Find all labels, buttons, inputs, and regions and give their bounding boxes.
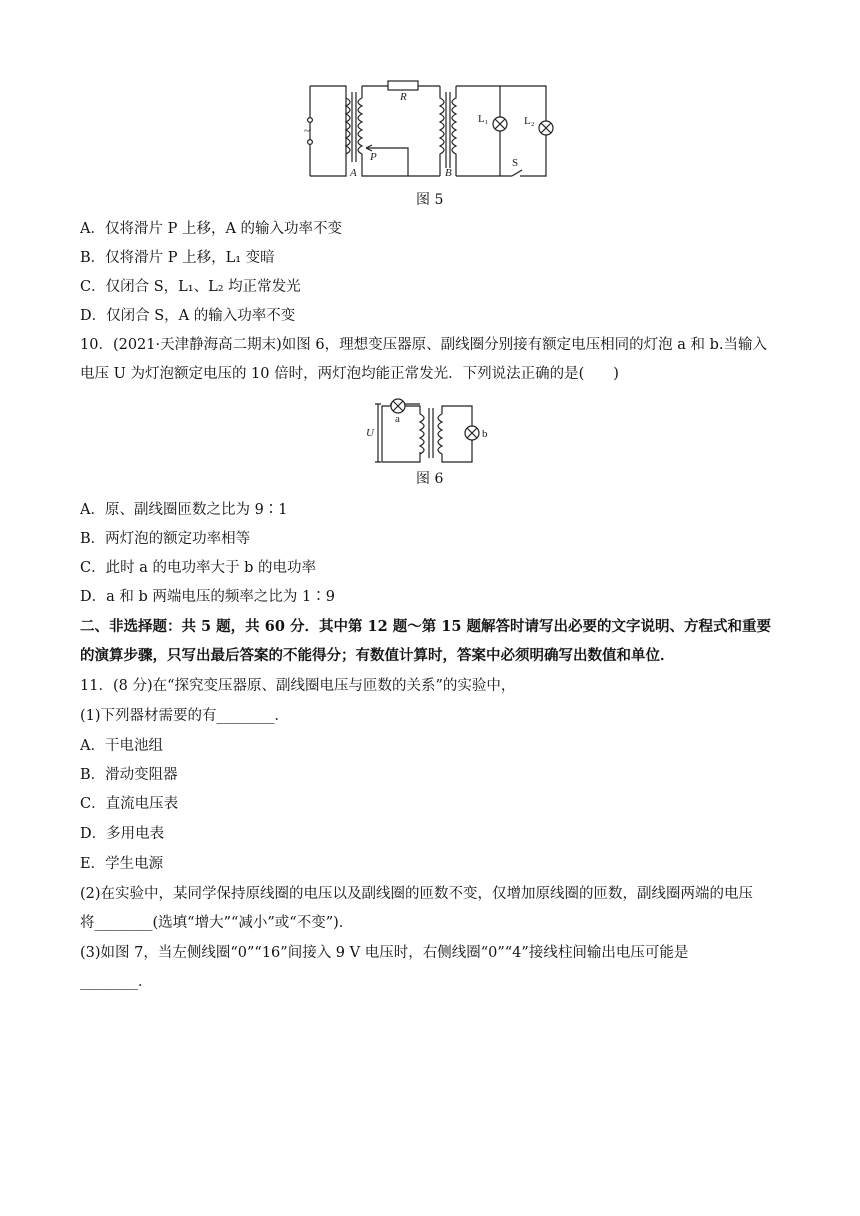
- label-a: a: [395, 413, 400, 425]
- section2-heading-line1: 二、非选择题：共 5 题，共 60 分．其中第 12 题～第 15 题解答时请写出必要的文字说明、方程式和重要: [80, 618, 772, 635]
- q11-part1-option-b: B．滑动变阻器: [80, 767, 178, 783]
- label-B: B: [445, 167, 452, 179]
- q11-part3-line1: (3)如图 7，当左侧线圈“0”“16”间接入 9 V 电压时，右侧线圈“0”“4”接线柱间输出电压可能是: [80, 945, 689, 961]
- figure-5-circuit: [0, 70, 860, 270]
- label-R: R: [400, 91, 407, 103]
- ac-source-symbol: ~: [304, 125, 310, 137]
- q10-option-c: C．此时 a 的电功率大于 b 的电功率: [80, 560, 316, 576]
- q11-part1-option-c: C．直流电压表: [80, 796, 179, 812]
- figure-6-caption: 图 6: [416, 471, 444, 487]
- q9-option-d: D．仅闭合 S，A 的输入功率不变: [80, 308, 296, 324]
- q10-option-d: D．a 和 b 两端电压的频率之比为 1∶9: [80, 589, 335, 605]
- label-b: b: [482, 428, 488, 440]
- label-S: S: [512, 157, 519, 169]
- label-L1: L₁: [478, 113, 489, 125]
- q9-option-a: A．仅将滑片 P 上移，A 的输入功率不变: [80, 221, 343, 237]
- q11-part1-option-e: E．学生电源: [80, 856, 164, 872]
- section2-heading-line2: 的演算步骤，只写出最后答案的不能得分；有数值计算时，答案中必须明确写出数值和单位．: [80, 647, 675, 664]
- q9-option-b: B．仅将滑片 P 上移，L₁ 变暗: [80, 250, 275, 266]
- figure-5-caption: 图 5: [416, 192, 444, 208]
- q11-part2-line1: (2)在实验中，某同学保持原线圈的电压以及副线圈的匝数不变，仅增加原线圈的匝数，副线圈两端的电压: [80, 886, 754, 902]
- q11-part3-line2: ________．: [80, 974, 153, 990]
- q11-title: 11．(8 分)在“探究变压器原、副线圈电压与匝数的关系”的实验中，: [80, 678, 516, 694]
- figure-6-circuit: [0, 396, 860, 476]
- q10-stem-line1: 10．(2021·天津静海高二期末)如图 6，理想变压器原、副线圈分别接有额定电压相同的灯泡 a 和 b.当输入: [80, 337, 767, 353]
- q9-option-c: C．仅闭合 S，L₁、L₂ 均正常发光: [80, 279, 301, 295]
- label-A: A: [350, 167, 357, 179]
- q11-part1-option-d: D．多用电表: [80, 826, 165, 842]
- q10-option-a: A．原、副线圈匝数之比为 9∶1: [80, 502, 288, 518]
- label-P: P: [370, 151, 377, 163]
- q10-option-b: B．两灯泡的额定功率相等: [80, 531, 251, 547]
- q11-part1-option-a: A．干电池组: [80, 738, 163, 754]
- label-L2: L₂: [524, 115, 535, 127]
- q11-part2-line2: 将________(选填“增大”“减小”或“不变”)．: [80, 915, 354, 931]
- q10-stem-line2: 电压 U 为灯泡额定电压的 10 倍时，两灯泡均能正常发光．下列说法正确的是( ): [80, 366, 619, 382]
- q11-part1: (1)下列器材需要的有________．: [80, 708, 290, 724]
- label-U: U: [366, 427, 374, 439]
